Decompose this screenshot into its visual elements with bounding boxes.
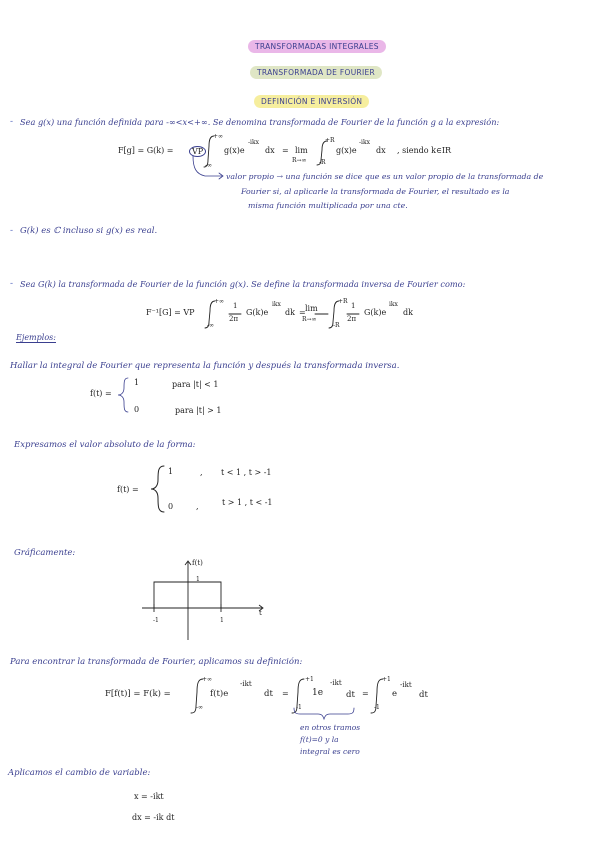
formula2-int-r-upper: +R — [338, 298, 348, 305]
formula2-frac-num: 1 — [233, 302, 238, 310]
piecewise1-case2-val: 0 — [134, 405, 140, 414]
formula3-dt3: dt — [419, 690, 428, 700]
graph-pulse — [154, 582, 221, 608]
underbrace-note-1: en otros tramos — [300, 723, 361, 732]
ejemplos-label: Ejemplos: — [16, 333, 56, 342]
formula1-int-upper: +∞ — [213, 133, 224, 140]
formula1-dx2: dx — [376, 146, 386, 155]
graph-xlabel: t — [259, 609, 262, 617]
integral-sign-4 — [329, 301, 339, 328]
formula2-dk2: dk — [403, 308, 413, 317]
formula1-lhs: F[g] = G(k) = — [118, 146, 174, 155]
formula2-exp: ikx — [272, 301, 281, 308]
piecewise2-c2-cond: t > 1 , t < -1 — [222, 498, 273, 507]
definition-text: Sea g(x) una función definida para -∞<x<+∞. Se denomina transformada de Fourier de la función g a la expresión: — [20, 117, 500, 127]
formula2-exp2: ikx — [389, 301, 398, 308]
graficamente-text: Gráficamente: — [14, 548, 76, 558]
formula3-exp3: -ikt — [400, 681, 412, 689]
formula3-dt2: dt — [346, 690, 355, 700]
cambio-variable-text: Aplicamos el cambio de variable: — [8, 768, 151, 778]
piecewise2-c1-val: 1 — [168, 467, 174, 476]
formula2-frac-den: 2π — [229, 315, 239, 323]
formula3-int1-upper: +∞ — [202, 676, 213, 683]
integral-sign-7 — [371, 679, 383, 713]
piecewise1-case1-val: 1 — [134, 378, 140, 387]
formula1-eq: = — [282, 146, 289, 155]
formula1-integrand2: g(x)e — [336, 146, 357, 155]
formula3-integrand2: 1e — [312, 688, 324, 698]
formula3-int1-lower: -∞ — [196, 704, 204, 711]
integral-sign-3 — [205, 301, 215, 328]
formula3-integrand1: f(t)e — [210, 689, 229, 699]
underbrace — [294, 708, 354, 719]
formula2-integrand2: G(k)e — [364, 308, 387, 317]
note-valor-propio-2: Fourier si, al aplicarle la transformada de Fourier, el resultado es la — [241, 187, 510, 196]
formula2-int-r-lower: -R — [333, 322, 340, 329]
piecewise2-c1-comma: , — [200, 468, 203, 477]
piecewise2-c2-val: 0 — [168, 502, 174, 511]
heading-definicion-inversion: DEFINICIÓN E INVERSIÓN — [254, 89, 369, 108]
formula3-eq1: = — [282, 689, 289, 698]
underbrace-note-2: f(t)=0 y la — [300, 735, 339, 744]
abs-value-text: Expresamos el valor absoluto de la forma: — [14, 440, 196, 450]
formula1-int-lower: -∞ — [205, 162, 213, 169]
formula1-lim-sub: R→∞ — [292, 157, 307, 164]
formula2-lim: lim — [305, 304, 318, 313]
formula2-int-upper: +∞ — [214, 298, 225, 305]
piecewise2-c2-comma: , — [196, 502, 199, 511]
formula2-eq: = — [299, 308, 306, 317]
bullet-1: - — [10, 117, 14, 127]
formula2-frac-den2: 2π — [347, 315, 357, 323]
piecewise-brace-1 — [118, 378, 128, 412]
formula3-integrand3: e — [392, 689, 398, 699]
formula1-int-r-lower: -R — [319, 159, 326, 166]
substitution-2: dx = -ik dt — [132, 813, 175, 822]
complex-note: G(k) es ℂ incluso si g(x) es real. — [20, 226, 158, 236]
graph-one: 1 — [196, 576, 200, 583]
formula3-int2-upper: +1 — [305, 676, 314, 683]
integral-sign-1 — [204, 136, 214, 167]
formula2-int-lower: -∞ — [207, 322, 215, 329]
graph-neg1: -1 — [153, 617, 159, 624]
piecewise-brace-2 — [151, 466, 164, 512]
formula3-int3-lower: -1 — [374, 704, 380, 711]
note-valor-propio-3: misma función multiplicada por una cte. — [248, 201, 408, 210]
formula3-exp1: -ikt — [240, 680, 252, 688]
formula1-lim: lim — [295, 146, 308, 155]
formula1-exp2: -ikx — [359, 139, 370, 146]
formula3-lhs: F[f(t)] = F(k) = — [105, 689, 171, 699]
note-valor-propio-1: valor propio → una función se dice que es un valor propio de la transformada de — [226, 172, 544, 181]
graph-pos1: 1 — [220, 617, 224, 624]
underbrace-note-3: integral es cero — [300, 747, 360, 756]
formula3-exp2: -ikt — [330, 679, 342, 687]
formula1-vp: VP — [189, 146, 206, 157]
para-encontrar-text: Para encontrar la transformada de Fourier, aplicamos su definición: — [10, 657, 303, 667]
substitution-1: x = -ikt — [134, 792, 164, 801]
formula1-integrand: g(x)e — [224, 146, 245, 155]
bullet-2: - — [10, 226, 14, 236]
formula2-lhs: F⁻¹[G] = VP — [146, 308, 195, 317]
formula3-int2-lower: -1 — [296, 704, 302, 711]
heading-transformada-fourier: TRANSFORMADA DE FOURIER — [250, 60, 382, 79]
piecewise2-lhs: f(t) = — [117, 485, 139, 494]
vp-arrow — [193, 156, 222, 176]
formula1-int-r-upper: +R — [325, 137, 335, 144]
piecewise1-case2-cond: para |t| > 1 — [175, 406, 222, 415]
formula1-exp: -ikx — [248, 139, 259, 146]
formula2-lim-sub: R→∞ — [302, 316, 317, 323]
formula2-frac-num2: 1 — [351, 302, 356, 310]
ejemplo-statement: Hallar la integral de Fourier que representa la función y después la transformada inversa. — [10, 361, 400, 371]
formula1-siendo: , siendo k∈IR — [397, 146, 452, 155]
heading-transformadas-integrales: TRANSFORMADAS INTEGRALES — [248, 34, 386, 53]
formula3-dt1: dt — [264, 689, 273, 699]
integral-sign-2 — [317, 141, 327, 165]
graph — [142, 561, 263, 640]
formula2-dk: dk — [285, 308, 295, 317]
piecewise1-case1-cond: para |t| < 1 — [172, 380, 219, 389]
inverse-definition-text: Sea G(k) la transformada de Fourier de la función g(x). Se define la transformada inversa de Fourier como: — [20, 279, 466, 289]
graph-ylabel: f(t) — [192, 559, 203, 567]
formula3-eq2: = — [362, 689, 369, 698]
piecewise2-c1-cond: t < 1 , t > -1 — [221, 468, 272, 477]
formula2-integrand: G(k)e — [246, 308, 269, 317]
formula1-dx: dx — [265, 146, 275, 155]
bullet-3: - — [10, 279, 14, 289]
formula3-int3-upper: +1 — [382, 676, 391, 683]
integral-sign-5 — [191, 679, 203, 713]
piecewise1-lhs: f(t) = — [90, 389, 112, 398]
